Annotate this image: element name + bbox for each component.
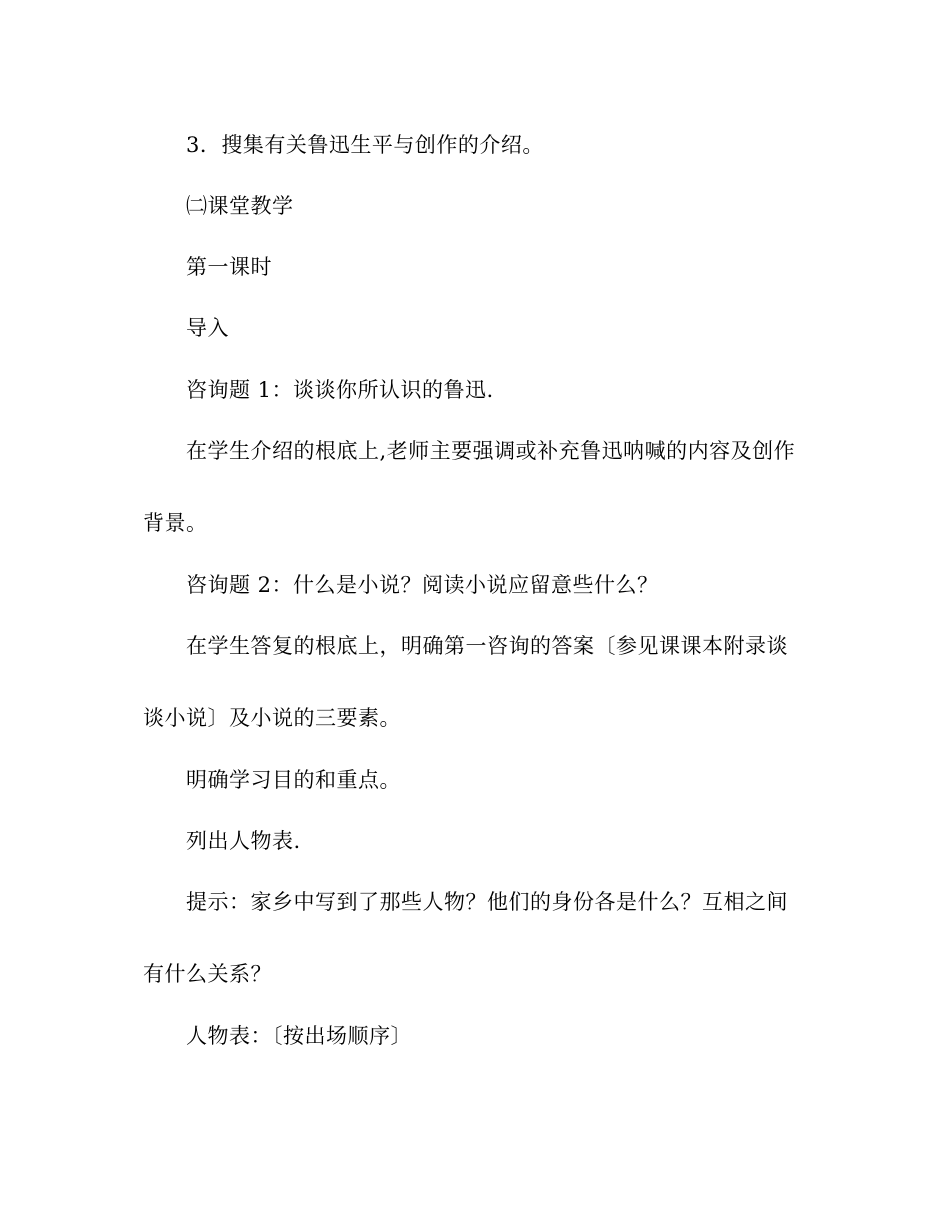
question-1: 咨询题 1：谈谈你所认识的鲁迅. (186, 378, 494, 402)
section-heading-classroom-teaching: ㈡课堂教学 (186, 194, 294, 218)
subheading-introduction: 导入 (186, 316, 229, 340)
paragraph-learning-goals: 明确学习目的和重点。 (186, 768, 401, 792)
paragraph-hint: 提示：家乡中写到了那些人物？他们的身份各是什么？互相之间 (186, 890, 788, 914)
paragraph-teacher-emphasis: 在学生介绍的根底上,老师主要强调或补充鲁迅呐喊的内容及创作 (186, 439, 796, 463)
paragraph-clarify-answer: 在学生答复的根底上，明确第一咨询的答案〔参见课课本附录谈 (186, 634, 788, 658)
paragraph-clarify-answer-cont: 谈小说〕及小说的三要素。 (143, 706, 401, 730)
paragraph-prep-item-3: 3．搜集有关鲁迅生平与创作的介绍。 (186, 133, 544, 157)
subheading-first-period: 第一课时 (186, 255, 272, 279)
paragraph-teacher-emphasis-cont: 背景。 (143, 511, 208, 535)
paragraph-character-table: 人物表：〔按出场顺序〕 (186, 1024, 412, 1048)
paragraph-character-list: 列出人物表. (186, 829, 301, 853)
paragraph-hint-cont: 有什么关系？ (143, 962, 272, 986)
question-2: 咨询题 2：什么是小说？阅读小说应留意些什么？ (186, 573, 659, 597)
